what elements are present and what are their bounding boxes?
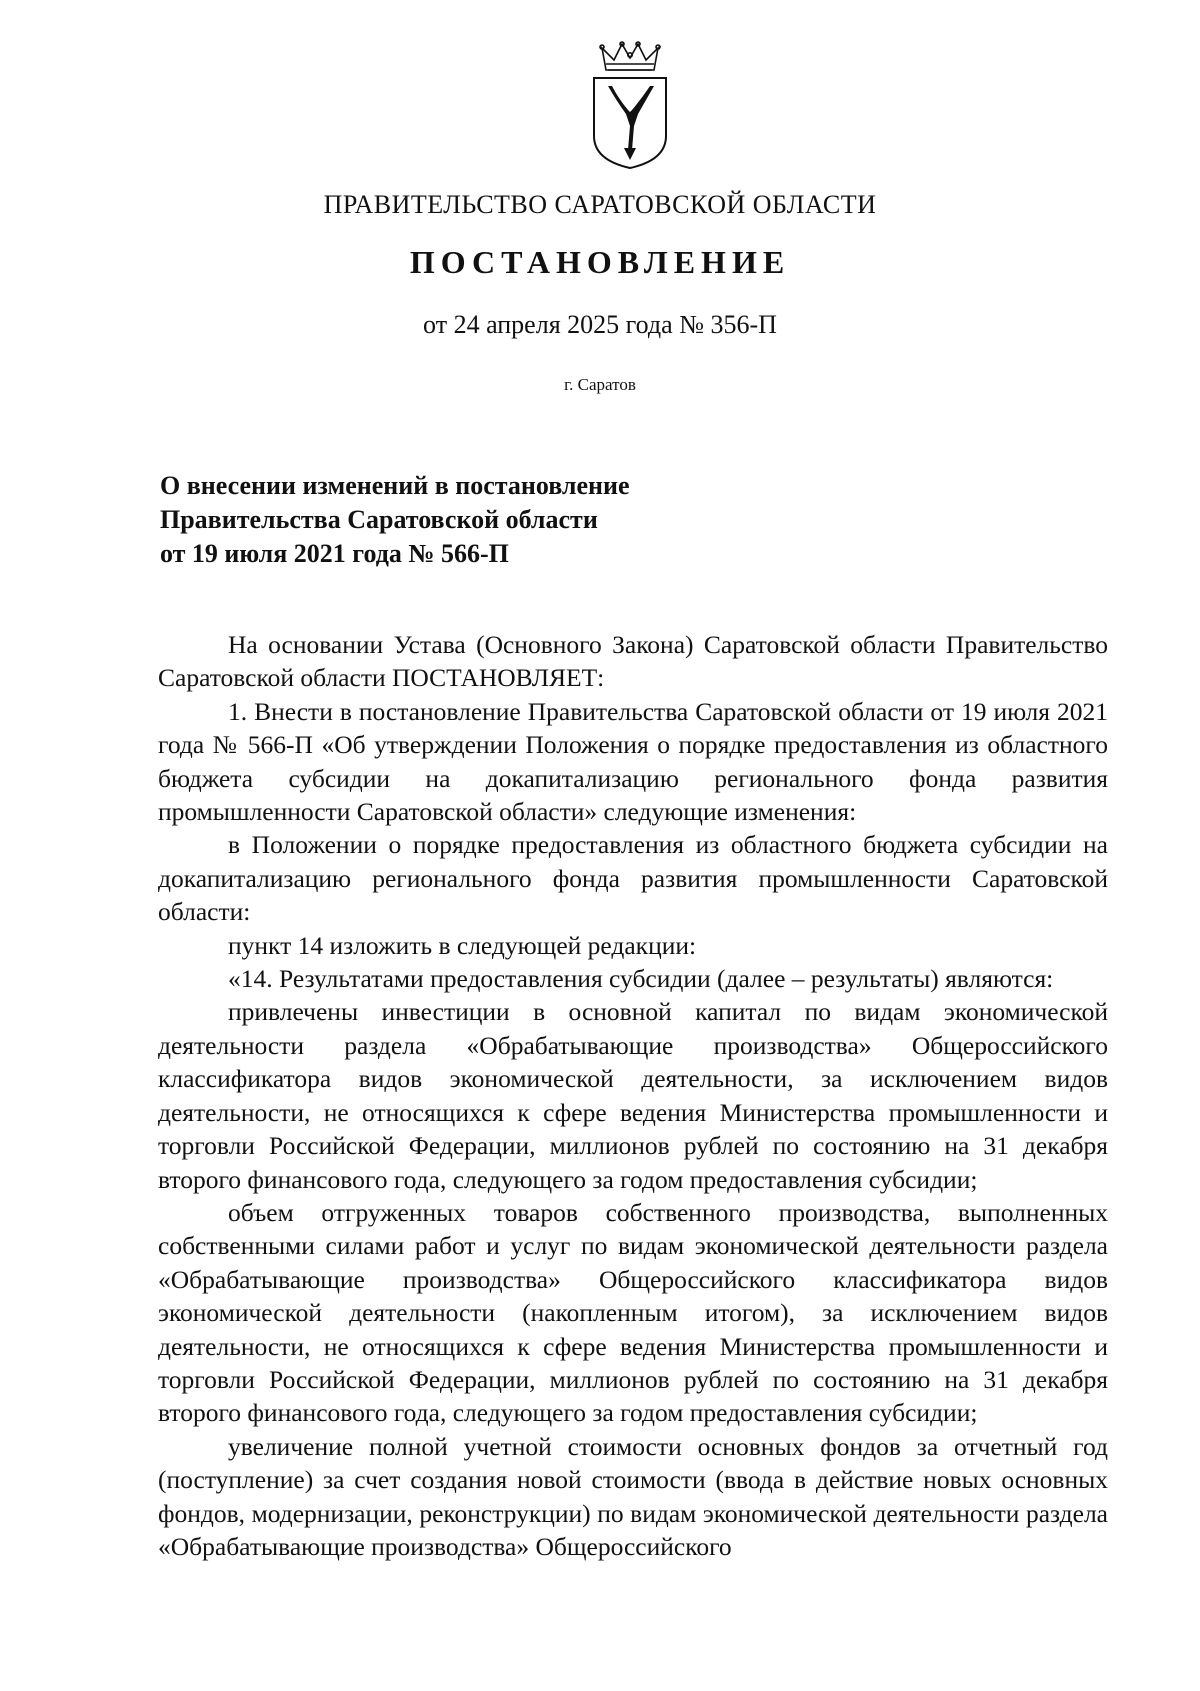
document-body — [158, 628, 1108, 1563]
document-date-number: от 24 апреля 2025 года № 356-П — [423, 310, 777, 339]
organization-name: ПРАВИТЕЛЬСТВО САРАТОВСКОЙ ОБЛАСТИ — [323, 190, 877, 219]
body-paragraph: в Положении о порядке предоставления из областного бюджета субсидии на докапитализацию регионального фонда развития промышленности Саратовской области: — [158, 830, 1108, 927]
document-city: г. Саратов — [564, 375, 636, 394]
document-subject — [160, 469, 630, 571]
body-paragraph: пункт 14 изложить в следующей редакции: — [228, 930, 697, 960]
saratov-coat-of-arms-icon — [588, 40, 672, 170]
document-type-title: ПОСТАНОВЛЕНИЕ — [409, 244, 791, 280]
body-paragraph: увеличение полной учетной стоимости основных фондов за отчетный год (поступление) за счет создания новой стоимости (ввода в действие новых основных фондов, модернизации, реконструкции) по видам экономической деятельности раздела «Обрабатывающие производства» Общероссийского — [158, 1431, 1108, 1561]
body-paragraph: На основании Устава (Основного Закона) Саратовской области Правительство Саратовской области ПОСТАНОВЛЯЕТ: — [158, 630, 1108, 693]
body-paragraph: 1. Внести в постановление Правительства Саратовской области от 19 июля 2021 года № 566-П «Об утверждении Положения о порядке предоставления из областного бюджета субсидии на докапитализацию регионального фонда развития промышленности Саратовской области» следующие изменения: — [158, 696, 1108, 827]
subject-line: от 19 июля 2021 года № 566-П — [160, 539, 509, 568]
body-paragraph: объем отгруженных товаров собственного производства, выполненных собственными силами работ и услуг по видам экономической деятельности раздела «Обрабатывающие производства» Общероссийского классификатора видов экономической деятельности (накопленным итогом), за исключением видов деятельности, не относящихся к сфере ведения Министерства промышленности и торговли Российской Федерации, миллионов рублей по состоянию на 31 декабря второго финансового года, следующего за годом предоставления субсидии; — [158, 1197, 1108, 1428]
body-paragraph: привлечены инвестиции в основной капитал по видам экономической деятельности раздела «Обрабатывающие производства» Общероссийского классификатора видов экономической деятельности, за исключением видов деятельности, не относящихся к сфере ведения Министерства промышленности и торговли Российской Федерации, миллионов рублей по состоянию на 31 декабря второго финансового года, следующего за годом предоставления субсидии; — [158, 997, 1108, 1194]
body-paragraph: «14. Результатами предоставления субсидии (далее – результаты) являются: — [228, 964, 1054, 994]
subject-line: Правительства Саратовской области — [160, 505, 598, 534]
subject-line: О внесении изменений в постановление — [160, 471, 630, 500]
